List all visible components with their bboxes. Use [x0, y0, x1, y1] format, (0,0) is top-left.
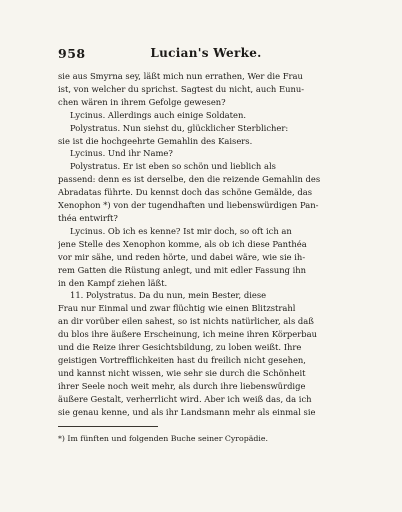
text-line: geistigen Vortrefflichkeiten hast du freilich nicht gesehen,: [58, 354, 306, 365]
text-line: Frau nur Einmal und zwar flüchtig wie einen Blitzstrahl: [58, 303, 296, 314]
speaker-line: Lycinus. Ob ich es kenne? Ist mir doch, so oft ich an: [70, 225, 292, 236]
text-line: sie aus Smyrna sey, läßt mich nun errathen, Wer die Frau: [58, 71, 303, 81]
footnote-rule: [58, 426, 158, 427]
text-line: in den Kampf ziehen läßt.: [58, 277, 168, 288]
text-line: théa entwirft?: [58, 212, 118, 223]
text-line: rem Gatten die Rüstung anlegt, und mit edler Fassung ihn: [58, 264, 307, 275]
section-line: 11. Polystratus. Da du nun, mein Bester, diese: [70, 290, 267, 301]
footnote: *) Im fünften und folgenden Buche seiner Cyropädie.: [58, 434, 268, 444]
text-line: ihrer Seele noch weit mehr, als durch ihre liebenswürdige: [58, 380, 306, 391]
body-text: [58, 70, 354, 418]
text-line: sie ist die hochgeehrte Gemahlin des Kaisers.: [58, 135, 253, 146]
text-line: an dir vorüber eilen sahest, so ist nichts natürlicher, als daß: [58, 316, 314, 327]
text-line: Abradatas führte. Du kennst doch das schöne Gemälde, das: [58, 187, 312, 198]
speaker-line: Polystratus. Er ist eben so schön und lieblich als: [70, 161, 276, 172]
speaker-line: Lycinus. Allerdings auch einige Soldaten.: [70, 109, 247, 120]
text-line: passend: denn es ist derselbe, den die reizende Gemahlin des: [58, 174, 321, 185]
text-line: äußere Gestalt, verherrlicht wird. Aber ich weiß das, da ich: [58, 393, 312, 404]
speaker-line: Polystratus. Nun siehst du, glücklicher Sterblicher:: [70, 122, 289, 133]
speaker-line: Lycinus. Und ihr Name?: [70, 148, 173, 159]
text-line: vor mir sähe, und reden hörte, und dabei wäre, wie sie ih-: [58, 251, 306, 262]
text-line: jene Stelle des Xenophon komme, als ob ich diese Panthéa: [58, 238, 307, 249]
text-line: ist, von welcher du sprichst. Sagtest du nicht, auch Eunu-: [58, 83, 305, 94]
page-header: [58, 46, 354, 62]
text-line: und die Reize ihrer Gesichtsbildung, zu loben weißt. Ihre: [58, 342, 302, 353]
text-line: chen wären in ihrem Gefolge gewesen?: [58, 96, 226, 107]
text-line: Xenophon *) von der tugendhaften und liebenswürdigen Pan-: [58, 200, 319, 211]
text-line: und kannst nicht wissen, wie sehr sie durch die Schönheit: [58, 367, 306, 378]
page-number: 958: [58, 46, 86, 61]
text-line: sie genau kenne, und als ihr Landsmann mehr als einmal sie: [58, 406, 316, 417]
text-line: du blos ihre äußere Erscheinung, ich meine ihren Körperbau: [58, 329, 317, 340]
running-title: Lucian's Werke.: [150, 46, 262, 60]
